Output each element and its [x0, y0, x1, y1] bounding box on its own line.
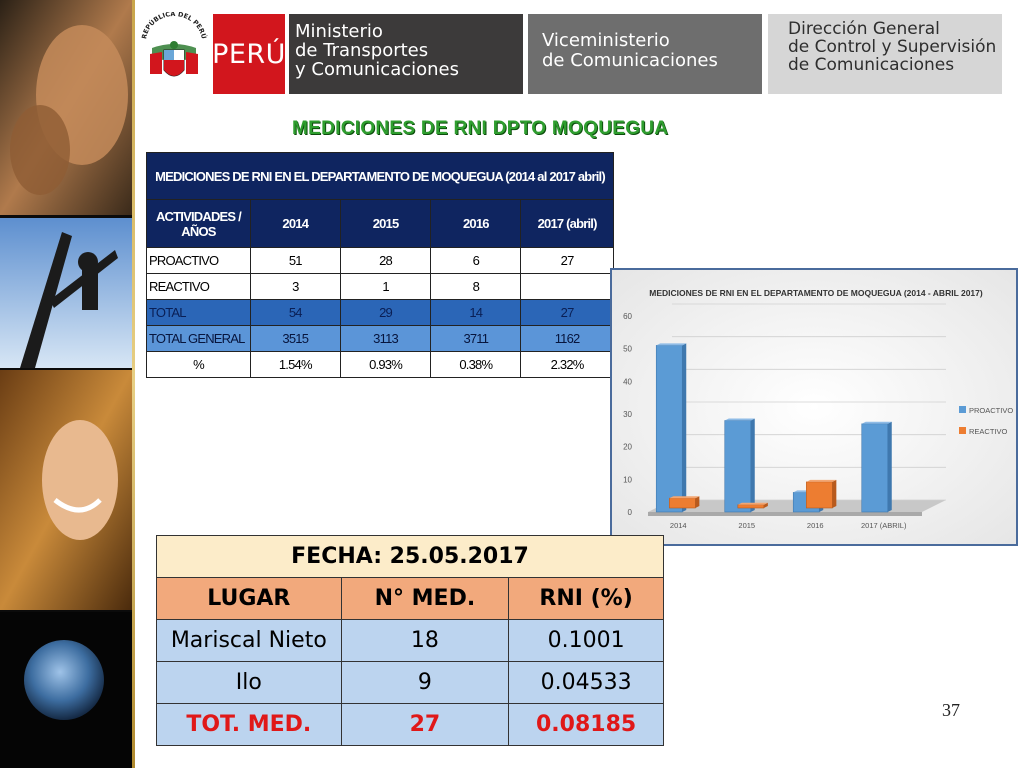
vice-line-1: Viceministerio — [542, 30, 670, 51]
directorate-box — [768, 14, 1002, 94]
directorate-line-1: Dirección General — [788, 19, 940, 39]
table-row-total-general — [147, 326, 614, 352]
svg-text:REPÚBLICA DEL PERÚ — [140, 12, 209, 40]
ministry-line-3: y Comunicaciones — [295, 59, 460, 80]
table-cell: 0.08185 — [509, 704, 664, 746]
photo-strip-art — [0, 0, 132, 768]
table-cell: 1 — [340, 274, 431, 300]
bar-proactivo-2014 — [656, 343, 686, 512]
chart-floor-edge — [648, 512, 922, 516]
y-tick-label: 50 — [623, 344, 632, 354]
table-cell: 27 — [341, 704, 509, 746]
header-cell: 2017 (abril) — [521, 200, 614, 248]
table-row-percent — [147, 352, 614, 378]
row-label: REACTIVO — [147, 274, 251, 300]
x-tick-label: 2014 — [669, 521, 687, 530]
legend-swatch — [959, 406, 966, 413]
y-tick-label: 40 — [623, 377, 632, 387]
row-label: TOTAL GENERAL — [147, 326, 251, 352]
legend-swatch — [959, 427, 966, 434]
y-tick-label: 60 — [623, 312, 632, 321]
table-row — [157, 620, 664, 662]
table-cell: 27 — [521, 248, 614, 274]
chart-svg — [612, 270, 1016, 544]
photo-strip — [0, 0, 132, 768]
header-lugar: LUGAR — [157, 578, 342, 620]
table-cell: 18 — [341, 620, 509, 662]
x-tick-label: 2016 — [806, 521, 824, 530]
table-cell: 27 — [521, 300, 614, 326]
y-tick-label: 0 — [627, 508, 632, 517]
ministry-line-1: Ministerio — [295, 21, 383, 42]
table-cell: 1.54% — [250, 352, 340, 378]
header-cell: 2016 — [431, 200, 521, 248]
table-cell: 3711 — [431, 326, 521, 352]
table-cell: Ilo — [157, 662, 342, 704]
fecha-table — [156, 535, 664, 746]
coat-of-arms-logo — [138, 12, 210, 92]
rni-bar-chart — [610, 268, 1018, 546]
fecha-header-row — [157, 578, 664, 620]
slide-title: MEDICIONES DE RNI DPTO MOQUEGUA — [292, 118, 669, 139]
table-cell: 14 — [431, 300, 521, 326]
table-row-reactivo — [147, 274, 614, 300]
table-cell: Mariscal Nieto — [157, 620, 342, 662]
directorate-line-2: de Control y Supervisión — [788, 37, 997, 57]
directorate-line-3: de Comunicaciones — [788, 55, 955, 75]
table-caption: MEDICIONES DE RNI EN EL DEPARTAMENTO DE MOQUEGUA (2014 al 2017 abril) — [147, 153, 614, 200]
table-cell: 3 — [250, 274, 340, 300]
y-tick-label: 10 — [623, 475, 632, 485]
shield-label: REPÚBLICA DEL PERÚ — [140, 12, 208, 40]
header-rni: RNI (%) — [509, 578, 664, 620]
fecha-title: FECHA: 25.05.2017 — [157, 536, 664, 578]
peru-brand-box — [213, 14, 285, 94]
table-cell: 0.1001 — [509, 620, 664, 662]
row-label: % — [147, 352, 251, 378]
y-tick-label: 30 — [623, 410, 632, 419]
table-cell: 51 — [250, 248, 340, 274]
header-cell: ACTIVIDADES / AÑOS — [147, 200, 251, 248]
chart-title: MEDICIONES DE RNI EN EL DEPARTAMENTO DE MOQUEGUA (2014 - ABRIL 2017) — [649, 288, 983, 298]
total-row — [157, 704, 664, 746]
table-cell: 1162 — [521, 326, 614, 352]
bar-proactivo-2017ABRIL — [862, 422, 892, 512]
bar-reactivo-2016 — [806, 480, 836, 508]
table-cell: 3113 — [340, 326, 431, 352]
ministry-box — [289, 14, 523, 94]
y-tick-label: 20 — [623, 442, 632, 452]
table-cell: 2.32% — [521, 352, 614, 378]
table-row-proactivo — [147, 248, 614, 274]
viceministry-box — [528, 14, 762, 94]
x-tick-label: 2017 (ABRIL) — [861, 521, 907, 530]
bar-reactivo-2015 — [738, 503, 768, 508]
x-tick-label: 2015 — [738, 521, 756, 530]
table-cell: 0.38% — [431, 352, 521, 378]
gold-divider — [132, 0, 135, 768]
table-cell: TOT. MED. — [157, 704, 342, 746]
row-label: PROACTIVO — [147, 248, 251, 274]
ministry-line-2: de Transportes — [295, 40, 429, 61]
bar-proactivo-2015 — [725, 419, 755, 512]
table-cell: 8 — [431, 274, 521, 300]
rni-measurements-table — [146, 152, 614, 378]
shield-icon — [138, 12, 210, 92]
table-cell — [521, 274, 614, 300]
table-cell: 28 — [340, 248, 431, 274]
row-label: TOTAL — [147, 300, 251, 326]
page-number: 37 — [942, 700, 960, 720]
table-cell: 54 — [250, 300, 340, 326]
table-row — [157, 662, 664, 704]
table-row-total — [147, 300, 614, 326]
table-cell: 6 — [431, 248, 521, 274]
legend-label: PROACTIVO — [969, 406, 1014, 415]
table-cell: 29 — [340, 300, 431, 326]
header-cell: 2014 — [250, 200, 340, 248]
header-cell: 2015 — [340, 200, 431, 248]
table-cell: 9 — [341, 662, 509, 704]
legend-label: REACTIVO — [969, 427, 1008, 436]
country-name: PERÚ — [212, 38, 286, 70]
table-cell: 0.93% — [340, 352, 431, 378]
vice-line-2: de Comunicaciones — [542, 50, 718, 71]
header-n-med: N° MED. — [341, 578, 509, 620]
table-header-row — [147, 200, 614, 248]
table-cell: 0.04533 — [509, 662, 664, 704]
bar-reactivo-2014 — [669, 496, 699, 508]
table-cell: 3515 — [250, 326, 340, 352]
